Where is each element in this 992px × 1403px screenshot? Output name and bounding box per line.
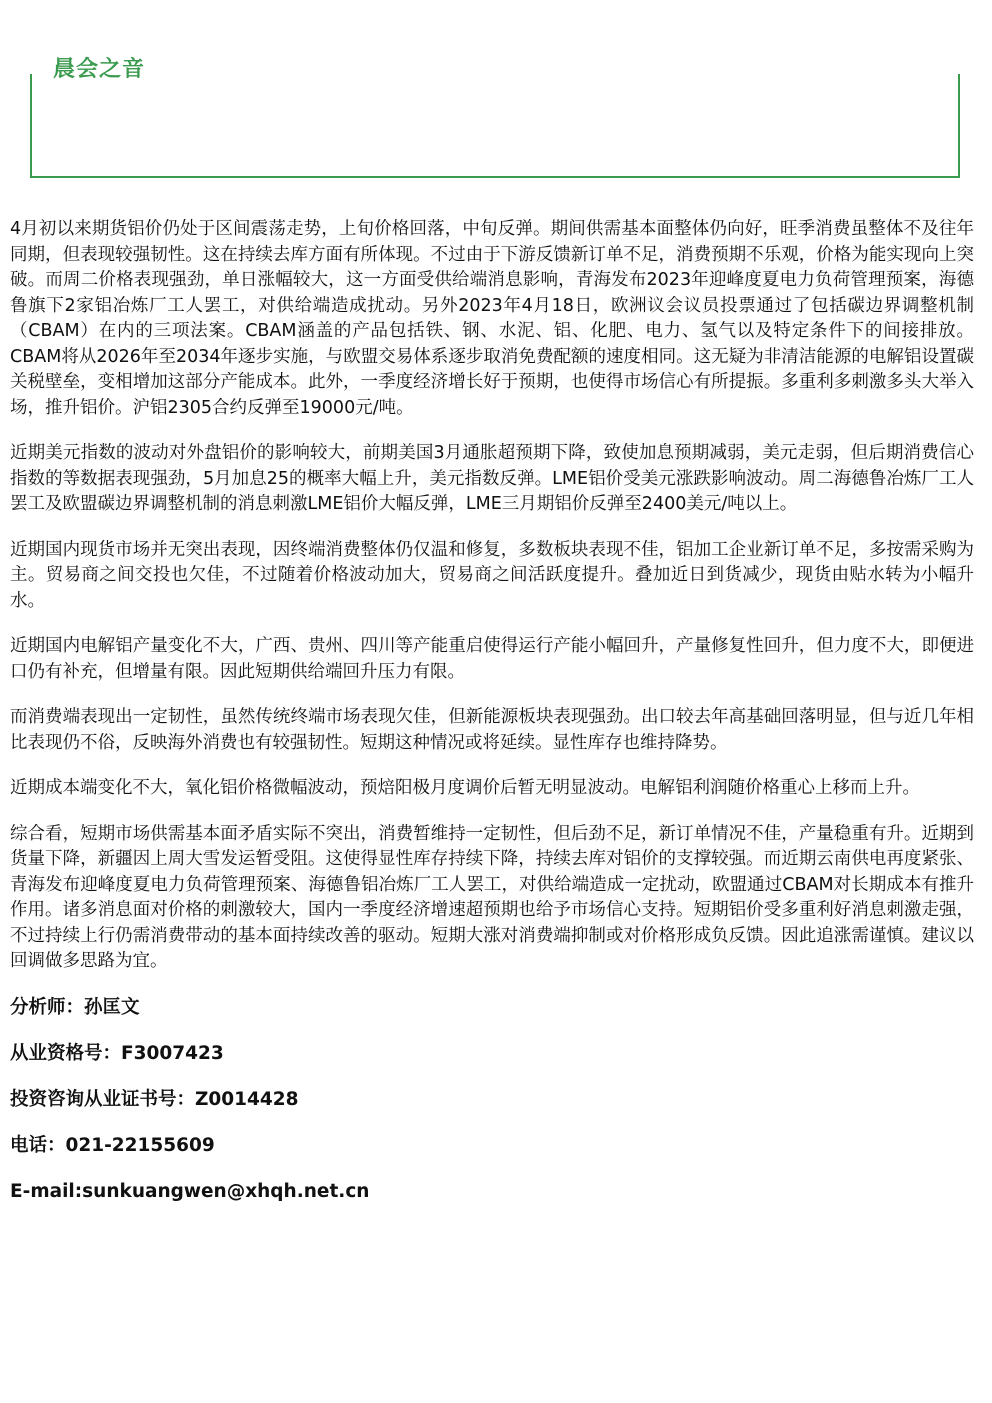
paragraph-cost: 近期成本端变化不大，氧化铝价格微幅波动，预焙阳极月度调价后暂无明显波动。电解铝利润随价格重心上移而上升。 xyxy=(10,778,920,798)
analyst-consult-certificate: 投资咨询从业证书号：Z0014428 xyxy=(10,1088,299,1110)
report-body xyxy=(10,217,974,1225)
analyst-name: 分析师：孙匡文 xyxy=(10,996,140,1018)
paragraph-production: 近期国内电解铝产量变化不大，广西、贵州、四川等产能重启使得运行产能小幅回升，产量修复性回升，但力度不大，即便进口仍有补充，但增量有限。因此短期供给端回升压力有限。 xyxy=(10,636,974,682)
paragraph-summary: 综合看，短期市场供需基本面矛盾实际不突出，消费暂维持一定韧性，但后劲不足，新订单情况不佳，产量稳重有升。近期到货量下降，新疆因上周大雪发运暂受阻。这使得显性库存持续下降，持续去库对铝价的支撑较强。而近期云南供电再度紧张、青海发布迎峰度夏电力负荷管理预案、海德鲁铝冶炼厂工人罢工，对供给端造成一定扰动，欧盟通过CBAM对长期成本有推升作用。诸多消息面对价格的刺激较大，国内一季度经济增速超预期也给予市场信心支持。短期铝价受多重利好消息刺激走强，不过持续上行仍需消费带动的基本面持续改善的驱动。短期大涨对消费端抑制或对价格形成负反馈。因此追涨需谨慎。建议以回调做多思路为宜。 xyxy=(10,823,974,971)
page-title: 晨会之音 xyxy=(53,57,146,82)
paragraph-spot-market: 近期国内现货市场并无突出表现，因终端消费整体仍仅温和修复，多数板块表现不佳，铝加工企业新订单不足，多按需采购为主。贸易商之间交投也欠佳，不过随着价格波动加大，贸易商之间活跃度提升。叠加近日到货减少，现货由贴水转为小幅升水。 xyxy=(10,539,974,611)
header-frame xyxy=(30,74,960,178)
paragraph-usd-lme: 近期美元指数的波动对外盘铝价的影响较大，前期美国3月通胀超预期下降，致使加息预期减弱，美元走弱，但后期消费信心指数的等数据表现强劲，5月加息25的概率大幅上升，美元指数反弹。LME铝价受美元涨跌影响波动。周二海德鲁冶炼厂工人罢工及欧盟碳边界调整机制的消息刺激LME铝价大幅反弹，LME三月期铝价反弹至2400美元/吨以上。 xyxy=(10,443,974,514)
analyst-email: E-mail:sunkuangwen@xhqh.net.cn xyxy=(10,1180,370,1202)
analyst-phone: 电话：021-22155609 xyxy=(10,1134,215,1156)
paragraph-market-overview: 4月初以来期货铝价仍处于区间震荡走势，上旬价格回落，中旬反弹。期间供需基本面整体仍向好，旺季消费虽整体不及往年同期，但表现较强韧性。这在持续去库方面有所体现。不过由于下游反馈新订单不足，消费预期不乐观，价格为能实现向上突破。而周二价格表现强劲，单日涨幅较大，这一方面受供给端消息影响，青海发布2023年迎峰度夏电力负荷管理预案，海德鲁旗下2家铝冶炼厂工人罢工，对供给端造成扰动。另外2023年4月18日，欧洲议会议员投票通过了包括碳边界调整机制（CBAM）在内的三项法案。CBAM涵盖的产品包括铁、钢、水泥、铝、化肥、电力、氢气以及特定条件下的间接排放。CBAM将从2026年至2034年逐步实施，与欧盟交易体系逐步取消免费配额的速度相同。这无疑为非清洁能源的电解铝设置碳关税壁垒，变相增加这部分产能成本。此外，一季度经济增长好于预期，也使得市场信心有所提振。多重利多刺激多头大举入场，推升铝价。沪铝2305合约反弹至19000元/吨。 xyxy=(10,219,974,418)
paragraph-consumption: 而消费端表现出一定韧性，虽然传统终端市场表现欠佳，但新能源板块表现强劲。出口较去年高基础回落明显，但与近几年相比表现仍不俗，反映海外消费也有较强韧性。短期这种情况或将延续。显性库存也维持降势。 xyxy=(10,707,974,753)
analyst-qualification: 从业资格号：F3007423 xyxy=(10,1042,224,1064)
